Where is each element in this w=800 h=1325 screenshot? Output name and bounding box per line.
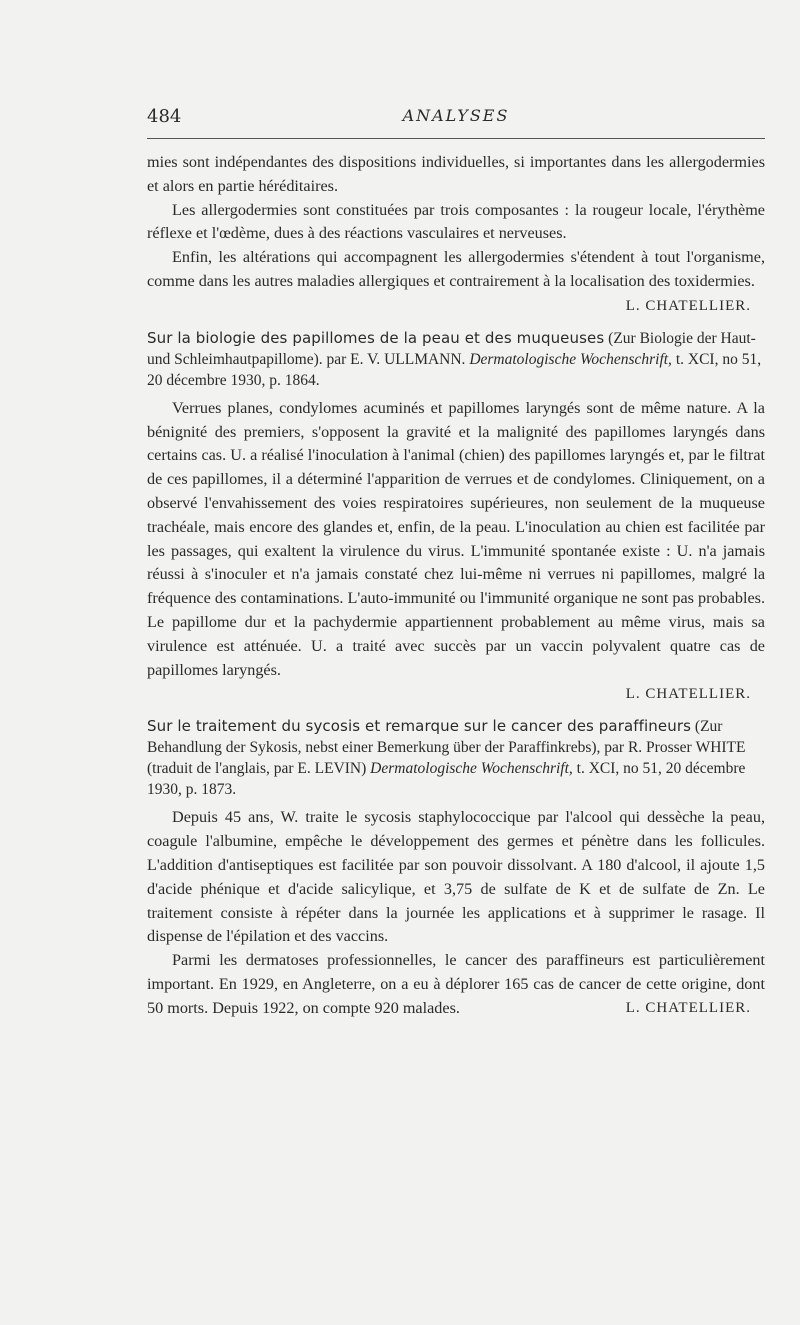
article2-title: Sur le traitement du sycosis et remarque sur le cancer des paraffineurs [147,717,692,736]
article2-signature: L. CHATELLIER. [625,999,751,1016]
article2-ref: t. XCI, no 51, 20 décembre 1930, p. 1873. [147,760,746,799]
article1-title: Sur la biologie des papillomes de la peau et des muqueuses [147,328,605,347]
article1-body: Verrues planes, condylomes acuminés et papillomes laryngés sont de même nature. A la bénignité des premiers, s'opposent la gravité et la malignité des papillomes laryngés dans certains cas. U. a réalisé l'inoculation à l'animal (chien) des papillomes laryngés et, par le filtrat de ces papillomes, il a déterminé l'apparition de verrues et de condylomes. Cliniquement, on a observé l'envahissement des voies respiratoires supérieures, non seulement de la muqueuse trachéale, mais encore des glandes et, enfin, de la peau. L'inoculation au chien est facilitée par les passages, qui exaltent la virulence du virus. L'immunité spontanée existe : U. n'a jamais réussi à s'inoculer et n'a jamais constaté chez lui-même ni verrues ni papillomes, malgré la fréquence des contaminations. L'auto-immunité ou l'immunité organique ne sont pas probables. Le papillome dur et la pachydermie appartiennent probablement au même virus, mais sa virulence est atténuée. U. a traité avec succès par un vaccin polyvalent quatre cas de papillomes laryngés. [147,398,765,679]
article2-translator: LEVIN) [314,760,367,778]
article1-heading [147,328,765,391]
article2-paragraph-1: Depuis 45 ans, W. traite le sycosis staphylococcique par l'alcool qui dessèche la peau, coagule l'albumine, empêche le développement des germes et pénètre dans les follicules. L'addition d'antiseptiques est facilitée par son pouvoir dissolvant. A 180 d'alcool, il ajoute 1,5 d'acide phénique et d'acide salicylique, et 3,75 de sulfate de K et de sulfate de Zn. Le traitement consiste à répéter dans la journée les applications et à supprimer le rasage. Il dispense de l'épilation et des vaccins. [147,808,765,946]
intro-paragraph-2: Les allergodermies sont constituées par trois composantes : la rougeur locale, l'érythème réflexe et l'œdème, dues à des réactions vasculaires et nerveuses. [147,200,765,243]
article1-signature: L. CHATELLIER. [625,686,751,703]
intro-signature: L. CHATELLIER. [625,297,751,314]
document-page [147,104,765,1021]
page-number: 484 [147,106,182,127]
article2-subtitle: (Zur Behandlung der Sykosis, nebst einer Bemerkung über der Paraffinkrebs), par R. Prosser [147,718,723,757]
article1-subtitle: (Zur Biologie der Haut-und Schleimhautpapillome). par E. V. [147,329,756,368]
intro-paragraph-3: Enfin, les altérations qui accompagnent les allergodermies s'étendent à tout l'organisme, comme dans les autres maladies allergiques et contrairement à la localisation des toxidermies. [147,248,765,290]
page-header [147,104,765,139]
running-head: ANALYSES [402,106,510,125]
article2-author: WHITE [695,739,746,757]
article2-journal: Dermatologische Wochenschrift, [370,760,573,778]
article1-author: ULLMANN. [384,350,466,368]
article2-paragraph-2-text: Parmi les dermatoses professionnelles, le cancer des paraffineurs est particulièrement important. En 1929, en Angleterre, on a eu à déplorer 165 cas de cancer de cette origine, dont 50 morts. Depuis 1922, on compte 920 malades. [147,951,765,1017]
article2-translation: (traduit de l'anglais, par E. [147,760,311,778]
article1-ref: t. XCI, no 51, 20 décembre 1930, p. 1864. [147,350,762,389]
article2-heading [147,716,765,800]
article1-journal: Dermatologische Wochenschrift, [469,350,672,368]
article2-paragraph-2 [147,949,765,1020]
intro-paragraph-1: mies sont indépendantes des dispositions individuelles, si importantes dans les allergodermies et alors en partie héréditaires. [147,153,765,195]
